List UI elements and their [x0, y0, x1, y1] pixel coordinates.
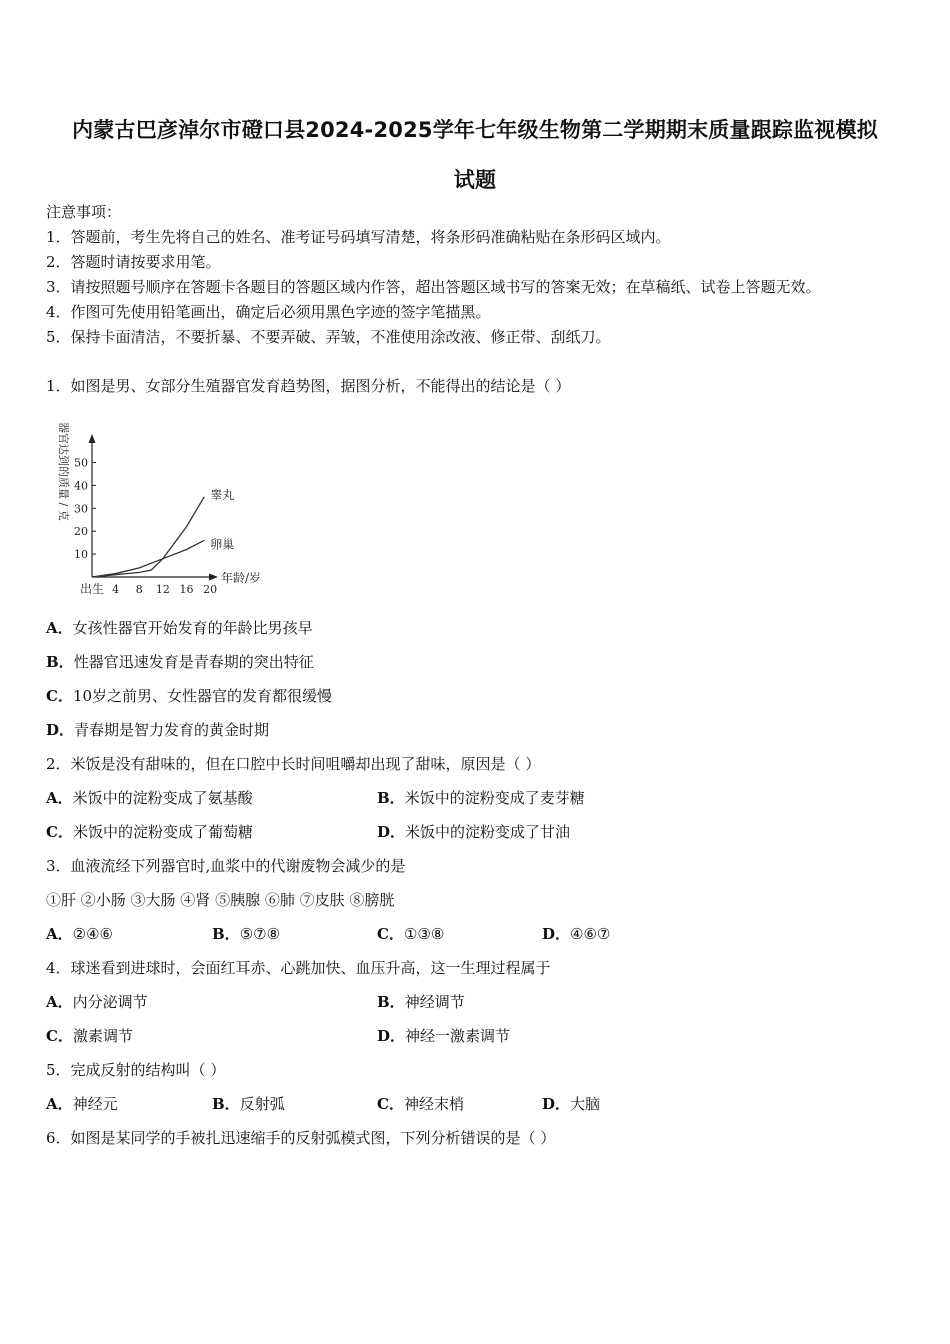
- option-letter: B．: [212, 1095, 240, 1113]
- question-2-option-a[interactable]: [46, 788, 253, 808]
- option-text: 女孩性器官开始发育的年龄比男孩早: [72, 619, 313, 637]
- question-4-stem: 4．球迷看到进球时，会面红耳赤、心跳加快、血压升高，这一生理过程属于: [46, 959, 551, 977]
- question-4-option-d[interactable]: [377, 1026, 510, 1046]
- option-letter: D．: [377, 823, 406, 841]
- option-letter: A．: [46, 789, 73, 807]
- notice-item-4: 4．作图可先使用铅笔画出，确定后必须用黑色字迹的签字笔描黑。: [46, 303, 491, 321]
- option-letter: D．: [46, 721, 75, 739]
- option-text: 神经调节: [404, 993, 465, 1011]
- option-text: 米饭中的淀粉变成了葡萄糖: [72, 823, 253, 841]
- question-4-option-c[interactable]: [46, 1026, 133, 1046]
- option-letter: C．: [377, 925, 404, 943]
- option-letter: C．: [46, 1027, 73, 1045]
- question-5-stem: 5．完成反射的结构叫（ ）: [46, 1061, 226, 1079]
- option-letter: C．: [377, 1095, 404, 1113]
- option-letter: A．: [46, 619, 73, 637]
- question-5-option-c[interactable]: [377, 1094, 464, 1114]
- page-title-line-2: 试题: [453, 168, 497, 192]
- chart-ylabel: 器官达到的质量 / 克: [57, 422, 70, 521]
- series-label-ovary: 卵巢: [210, 537, 235, 552]
- question-1-option-d[interactable]: [46, 720, 269, 740]
- question-1-option-a[interactable]: [46, 618, 313, 638]
- option-text: ⑤⑦⑧: [239, 925, 281, 943]
- notice-item-1: 1．答题前，考生先将自己的姓名、准考证号码填写清楚，将条形码准确粘贴在条形码区域内。: [46, 228, 671, 246]
- question-3-option-b[interactable]: [212, 924, 280, 944]
- question-6-stem: 6．如图是某同学的手被扎迅速缩手的反射弧模式图，下列分析错误的是（ ）: [46, 1129, 556, 1147]
- option-text: ④⑥⑦: [570, 925, 611, 943]
- chart-xlabel: 年龄/岁: [221, 571, 262, 585]
- question-5-option-b[interactable]: [212, 1094, 285, 1114]
- question-1-option-c[interactable]: [46, 686, 332, 706]
- option-text: 反射弧: [239, 1095, 285, 1113]
- x-tick-label: 16: [179, 583, 194, 596]
- option-text: 米饭中的淀粉变成了氨基酸: [72, 789, 253, 807]
- option-text: 青春期是智力发育的黄金时期: [74, 721, 270, 739]
- x-tick-label: 12: [155, 583, 170, 596]
- y-tick-label: 40: [74, 479, 88, 493]
- option-text: 米饭中的淀粉变成了麦芽糖: [404, 789, 585, 807]
- option-text: 激素调节: [72, 1027, 133, 1045]
- question-3-option-c[interactable]: [377, 924, 444, 944]
- question-2-stem: 2．米饭是没有甜味的，但在口腔中长时间咀嚼却出现了甜味，原因是（ ）: [46, 755, 541, 773]
- option-letter: A．: [46, 993, 73, 1011]
- y-axis-arrow: [89, 434, 96, 443]
- question-1-stem: 1．如图是男、女部分生殖器官发育趋势图，据图分析，不能得出的结论是（ ）: [46, 377, 571, 395]
- option-letter: A．: [46, 925, 73, 943]
- x-tick-label: 4: [112, 583, 120, 596]
- option-text: 神经元: [72, 1095, 118, 1113]
- option-letter: D．: [542, 1095, 571, 1113]
- option-text: ②④⑥: [72, 925, 113, 943]
- question-5-option-a[interactable]: [46, 1094, 118, 1114]
- option-letter: D．: [542, 925, 571, 943]
- question-4-option-b[interactable]: [377, 992, 465, 1012]
- y-tick-label: 20: [74, 525, 88, 539]
- option-letter: B．: [46, 653, 74, 671]
- series-line-ovary: [92, 540, 204, 577]
- option-text: 性器官迅速发育是青春期的突出特征: [73, 653, 314, 671]
- x-tick-label: 8: [135, 583, 143, 596]
- question-3-option-d[interactable]: [542, 924, 610, 944]
- y-tick-label: 10: [74, 548, 88, 562]
- question-1-option-b[interactable]: [46, 652, 314, 672]
- question-2-option-c[interactable]: [46, 822, 253, 842]
- option-letter: B．: [377, 993, 405, 1011]
- notice-heading: 注意事项：: [46, 203, 122, 221]
- option-letter: B．: [377, 789, 405, 807]
- y-tick-label: 30: [74, 502, 88, 516]
- growth-chart: [40, 412, 280, 608]
- notice-item-5: 5．保持卡面清洁，不要折暴、不要弄破、弄皱，不准使用涂改液、修正带、刮纸刀。: [46, 328, 611, 346]
- page-title-line-1: 内蒙古巴彦淖尔市磴口县2024-2025学年七年级生物第二学期期末质量跟踪监视模拟: [72, 118, 878, 142]
- question-2-option-d[interactable]: [377, 822, 570, 842]
- option-letter: B．: [212, 925, 240, 943]
- question-3-option-a[interactable]: [46, 924, 113, 944]
- option-text: 大脑: [570, 1095, 601, 1113]
- option-letter: D．: [377, 1027, 406, 1045]
- notice-item-3: 3．请按照题号顺序在答题卡各题目的答题区域内作答，超出答题区域书写的答案无效；在草稿纸、试卷上答题无效。: [46, 278, 821, 296]
- y-tick-label: 50: [74, 456, 88, 470]
- question-4-option-a[interactable]: [46, 992, 148, 1012]
- question-3-stem: 3．血液流经下列器官时,血浆中的代谢废物会减少的是: [46, 857, 406, 875]
- option-text: 米饭中的淀粉变成了甘油: [405, 823, 571, 841]
- series-label-testis: 睾丸: [210, 487, 235, 502]
- x-axis-arrow: [209, 574, 218, 581]
- option-text: 内分泌调节: [72, 993, 148, 1011]
- option-text: 神经一激素调节: [405, 1027, 511, 1045]
- option-text: 10岁之前男、女性器官的发育都很缓慢: [72, 687, 333, 705]
- x-tick-label: 20: [203, 583, 218, 596]
- question-3-organ-list: ①肝 ②小肠 ③大肠 ④肾 ⑤胰腺 ⑥肺 ⑦皮肤 ⑧膀胱: [46, 891, 395, 909]
- notice-item-2: 2．答题时请按要求用笔。: [46, 253, 221, 271]
- option-text: 神经末梢: [403, 1095, 464, 1113]
- option-letter: C．: [46, 823, 73, 841]
- option-text: ①③⑧: [403, 925, 445, 943]
- question-5-option-d[interactable]: [542, 1094, 600, 1114]
- option-letter: A．: [46, 1095, 73, 1113]
- x-origin-label: 出生: [80, 582, 105, 596]
- option-letter: C．: [46, 687, 73, 705]
- question-2-option-b[interactable]: [377, 788, 585, 808]
